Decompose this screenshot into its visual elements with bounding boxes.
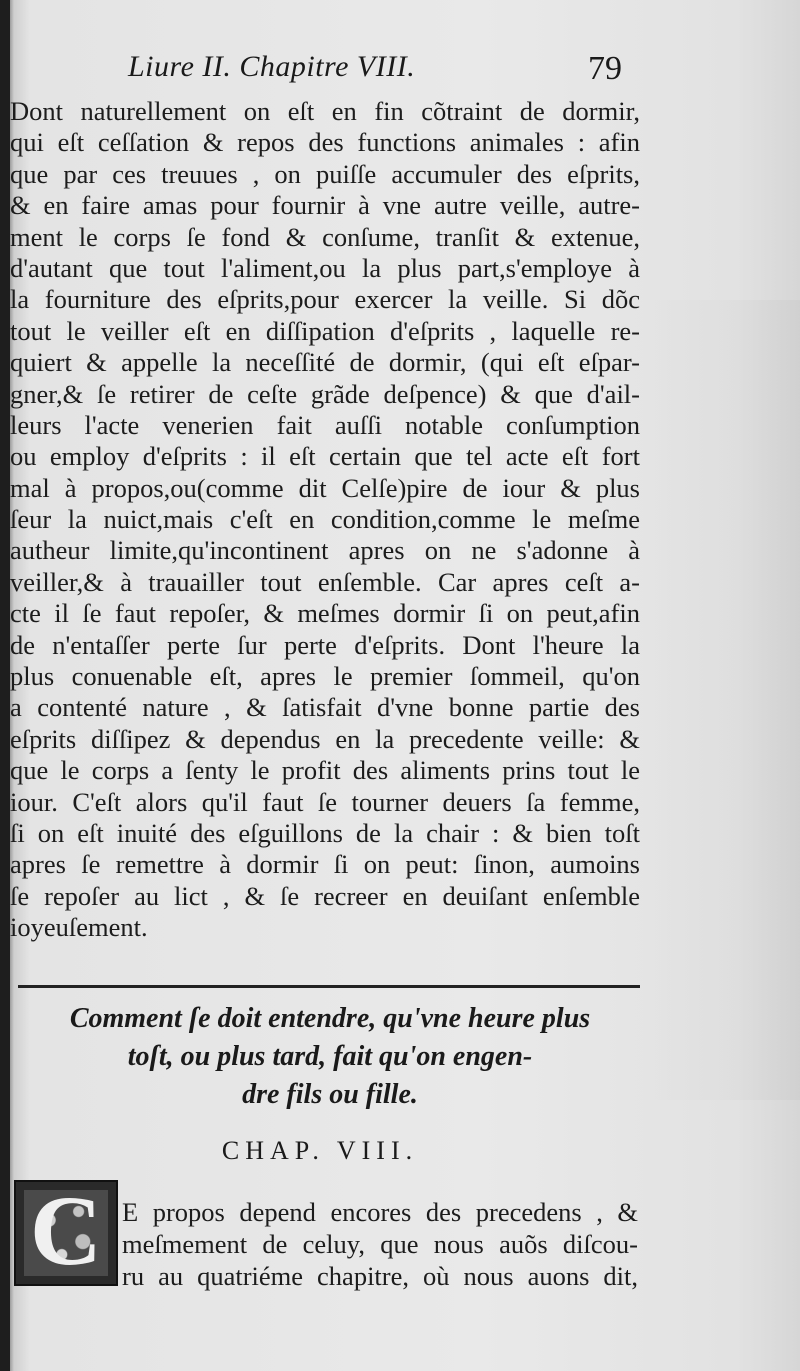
body-line: qui eſt ceſſation & repos des functions animales : afin [10,127,640,158]
body-line: ioyeuſement. [10,912,148,943]
chapter-opening-text [122,1196,638,1292]
body-line: quiert & appelle la neceſſité de dormir, (qui eſt eſpar- [10,347,640,378]
body-line: la fourniture des eſprits,pour exercer la veille. Si dõc [10,284,640,315]
opening-line: meſmement de celuy, que nous auõs diſcou- [122,1229,638,1259]
chapter-label: CHAP. VIII. [221,1136,419,1165]
running-head [120,48,640,92]
body-line: a contenté nature , & ſatisfait d'vne bonne partie des [10,692,640,723]
body-line: apres ſe remettre à dormir ſi on peut: ſinon, aumoins [10,849,640,880]
body-line: Dont naturellement on eſt en fin cõtraint de dormir, [10,96,640,126]
chapter-title-line: dre fils ou fille. [242,1079,418,1110]
body-line: autheur limite,qu'incontinent apres on ne s'adonne à [10,535,640,566]
opening-line: E propos depend encores des precedens , & [122,1197,638,1227]
chapter-title-line: Comment ſe doit entendre, qu'vne heure plus [69,1003,591,1034]
body-line: gner,& ſe retirer de ceſte grãde deſpence) & que d'ail- [10,378,640,409]
body-line: que le corps a ſenty le profit des aliments prins tout le [10,755,640,786]
body-line: que par ces treuues , on puiſſe accumuler des eſprits, [10,158,640,189]
initial-letter: C [29,1180,103,1286]
body-line: tout le veiller eſt en diſſipation d'eſprits , laquelle re- [10,315,640,346]
body-line: iour. C'eſt alors qu'il faut ſe tourner deuers ſa femme, [10,786,640,817]
body-text [10,96,640,944]
body-line: mal à propos,ou(comme dit Celſe)pire de iour & plus [10,472,640,503]
body-line: plus conuenable eſt, apres le premier ſommeil, qu'on [10,661,640,692]
section-divider [18,985,640,988]
body-line: veiller,& à trauailler tout enſemble. Car apres ceſt a- [10,566,640,597]
running-head-title: Liure II. Chapitre VIII. [128,50,416,83]
body-line: cte il ſe faut repoſer, & meſmes dormir ſi on peut,afin [10,598,640,629]
body-line: ſi on eſt inuité des eſguillons de la chair : & bien toſt [10,817,640,848]
chapter-title-line: toſt, ou plus tard, fait qu'on engen- [127,1041,533,1072]
opening-line: ru au quatriéme chapitre, où nous auons dit, [122,1261,638,1291]
body-line: ment le corps ſe fond & conſume, tranſit & extenue, [10,221,640,252]
body-line: ou employ d'eſprits : il eſt certain que tel acte eſt fort [10,441,640,472]
body-line: leurs l'acte venerien fait auſſi notable conſumption [10,409,640,440]
page-number: 79 [588,50,622,87]
body-line: ſeur la nuict,mais c'eſt en condition,comme le meſme [10,504,640,535]
decorated-initial [14,1180,118,1286]
body-line: ſe repoſer au lict , & ſe recreer en deuiſant enſemble [10,880,640,911]
body-line: de n'entaſſer perte ſur perte d'eſprits. Dont l'heure la [10,629,640,660]
chapter-title [40,1000,620,1114]
show-through-shadow [640,300,800,1100]
body-line: eſprits diſſipez & dependus en la precedente veille: & [10,723,640,754]
body-line: d'autant que tout l'aliment,ou la plus part,s'employe à [10,252,640,283]
body-line: & en faire amas pour fournir à vne autre veille, autre- [10,190,640,221]
